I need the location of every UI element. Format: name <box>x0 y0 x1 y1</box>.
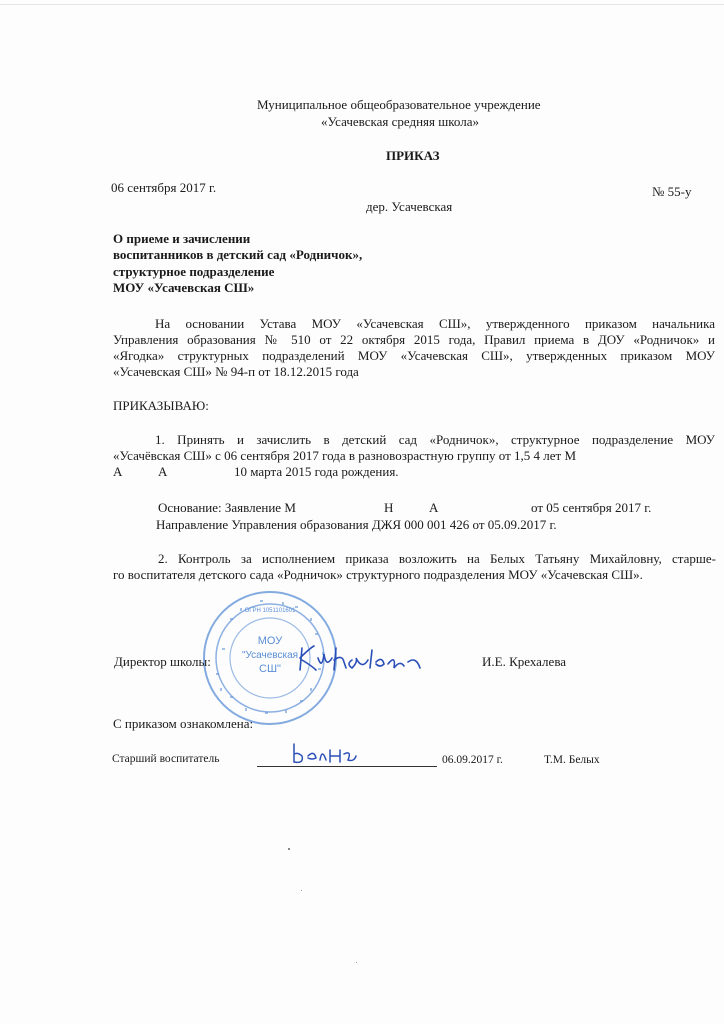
scan-speck <box>288 848 290 850</box>
ack-name: Т.М. Белых <box>544 754 600 766</box>
order-word: ПРИКАЗЫВАЮ: <box>113 398 209 413</box>
scan-edge <box>0 4 724 5</box>
basis-label: Основание: Заявление М <box>158 500 296 515</box>
item1-line: «Усачёвская СШ» с 06 сентября 2017 года в разновозрастную группу от 1,5 4 лет М <box>113 448 577 463</box>
preamble-line: «Усачевская СШ» № 94-п от 18.12.2015 года <box>113 364 359 379</box>
org-name: Муниципальное общеобразовательное учреждение <box>257 97 541 112</box>
ack-label: С приказом ознакомлена: <box>113 716 254 731</box>
stamp-text: ОГРН 1051101601 <box>244 608 296 614</box>
item1-line: 1. Принять и зачислить в детский сад «Родничок», структурное подразделение МОУ <box>155 432 715 447</box>
school-name: «Усачевская средняя школа» <box>321 114 479 129</box>
item2-line: 2. Контроль за исполнением приказа возложить на Белых Татьяну Михайловну, старше- <box>158 551 716 566</box>
basis-direction: Направление Управления образования ДЖЯ 000 001 426 от 05.09.2017 г. <box>156 517 557 532</box>
order-number: № 55-у <box>652 184 692 199</box>
item1-initial: А <box>113 464 123 479</box>
item2-line: го воспитателя детского сада «Родничок» структурного подразделения МОУ «Усачевская СШ». <box>113 567 643 582</box>
item1-initial: А <box>158 464 168 479</box>
director-name: И.Е. Крехалева <box>482 654 567 669</box>
ack-signature-text: Белых <box>320 754 323 755</box>
subject-line: О приеме и зачислении <box>113 231 251 246</box>
director-signature-text: Крехалева <box>366 662 371 663</box>
stamp-text: "Усачевская <box>241 650 299 661</box>
subject-line: структурное подразделение <box>113 264 275 279</box>
document-title: ПРИКАЗ <box>386 148 440 163</box>
order-date: 06 сентября 2017 г. <box>111 180 217 195</box>
stamp-text: МОУ <box>257 635 283 647</box>
director-label: Директор школы: <box>114 654 211 669</box>
director-signature <box>296 640 436 674</box>
subject-line: воспитанников в детский сад «Родничок», <box>113 247 363 262</box>
preamble-line: «Ягодка» структурных подразделений МОУ «Усачевская СШ», утвержденных приказом МОУ <box>113 348 715 363</box>
scan-speck <box>356 962 357 963</box>
ack-role: Старший воспитатель <box>112 753 220 765</box>
ack-signature <box>290 740 360 768</box>
basis-date: от 05 сентября 2017 г. <box>531 500 652 515</box>
order-place: дер. Усачевская <box>366 199 453 214</box>
item1-birth: 10 марта 2015 года рождения. <box>234 464 399 479</box>
basis-initial: А <box>429 500 439 515</box>
preamble-line: На основании Устава МОУ «Усачевская СШ», утвержденного приказом начальника <box>155 316 715 331</box>
basis-initial: Н <box>384 500 394 515</box>
subject-line: МОУ «Усачевская СШ» <box>113 280 255 295</box>
preamble-line: Управления образования № 510 от 22 октября 2015 года, Правил приема в ДОУ «Родничок» и <box>113 332 715 347</box>
ack-date: 06.09.2017 г. <box>442 754 503 766</box>
stamp-text: СШ" <box>259 663 281 675</box>
scan-speck <box>301 890 302 891</box>
